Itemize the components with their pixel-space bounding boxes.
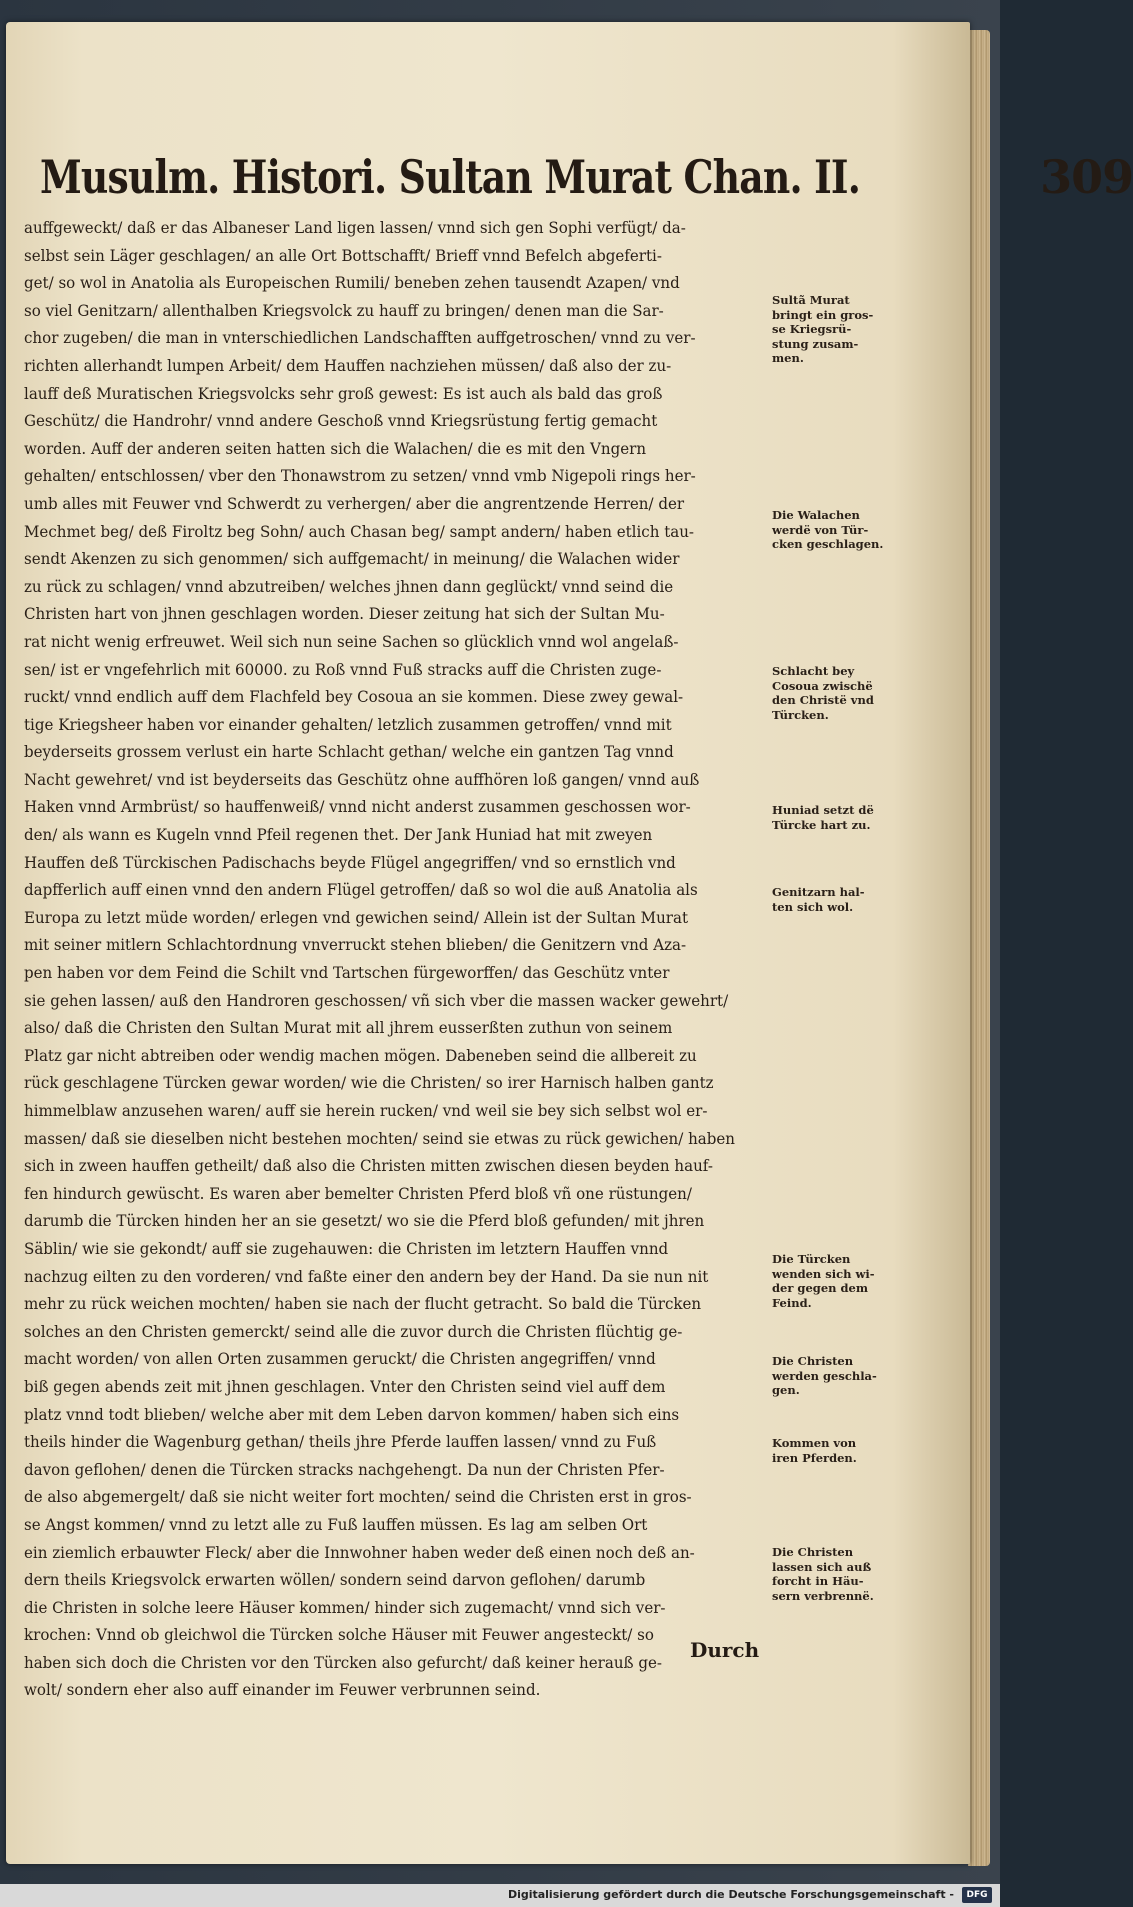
text-line: davon geflohen/ denen die Türcken stracks nachgehengt. Da nun der Christen Pfer- — [24, 1459, 665, 1479]
text-line: lauff deß Muratischen Kriegsvolcks sehr groß gewest: Es ist auch als bald das groß — [24, 383, 663, 403]
text-line: beyderseits grossem verlust ein harte Schlacht gethan/ welche ein gantzen Tag vnnd — [24, 742, 674, 762]
text-line: chor zugeben/ die man in vnterschiedlichen Landschafften auffgetroschen/ vnnd zu ver- — [24, 328, 696, 348]
margin-note-line: Schlacht bey — [772, 664, 855, 678]
text-line: ein ziemlich erbauwter Fleck/ aber die Innwohner haben weder deß einen noch deß an- — [24, 1542, 695, 1562]
margin-note-line: Sultã Murat — [772, 293, 850, 307]
margin-note-line: Genitzarn hal- — [772, 885, 865, 899]
text-line: Haken vnnd Armbrüst/ so hauffenweiß/ vnnd nicht anderst zusammen geschossen wor- — [24, 797, 691, 817]
text-line: Säblin/ wie sie gekondt/ auff sie zugehauwen: die Christen im letztern Hauffen vnnd — [24, 1238, 669, 1258]
running-header — [40, 150, 1133, 210]
margin-note — [772, 508, 904, 552]
text-line: sen/ ist er vngefehrlich mit 60000. zu Roß vnnd Fuß stracks auff die Christen zuge- — [24, 659, 662, 679]
margin-note-line: Feind. — [772, 1295, 812, 1310]
margin-note-line: Cosoua zwischë — [772, 678, 873, 693]
text-line: Europa zu letzt müde worden/ erlegen vnd gewichen seind/ Allein ist der Sultan Murat — [24, 907, 689, 927]
page-number: 309 — [1040, 150, 1133, 204]
text-line: theils hinder die Wagenburg gethan/ theils jhre Pferde lauffen lassen/ vnnd zu Fuß — [24, 1432, 657, 1452]
text-line: selbst sein Läger geschlagen/ an alle Ort Bottschafft/ Brieff vnnd Befelch abgeferti- — [24, 245, 662, 265]
margin-note-line: den Christë vnd — [772, 693, 874, 707]
footer-bar — [0, 1884, 1000, 1907]
text-line: massen/ daß sie dieselben nicht bestehen mochten/ seind sie etwas zu rück gewichen/ haben — [24, 1128, 735, 1148]
margin-note-line: der gegen dem — [772, 1281, 869, 1295]
text-line: Christen hart von jhnen geschlagen worden. Dieser zeitung hat sich der Sultan Mu- — [24, 604, 665, 624]
text-line: mit seiner mitlern Schlachtordnung vnverruckt stehen blieben/ die Genitzern vnd Aza- — [24, 935, 687, 955]
text-line: rück geschlagene Türcken gewar worden/ wie die Christen/ so irer Harnisch halben gantz — [24, 1073, 714, 1093]
text-line: haben sich doch die Christen vor den Türcken also gefurcht/ daß keiner herauß ge- — [24, 1652, 663, 1672]
text-line: so viel Genitzarn/ allenthalben Kriegsvolck zu hauff zu bringen/ denen man die Sar- — [24, 300, 664, 320]
margin-note-line: wenden sich wi- — [772, 1266, 875, 1281]
text-line: himmelblaw anzusehen waren/ auff sie herein rucken/ vnd weil sie bey sich selbst wol er- — [24, 1101, 708, 1120]
margin-note-line: Türcke hart zu. — [772, 817, 871, 832]
page-edges — [968, 30, 990, 1866]
text-line: platz vnnd todt blieben/ welche aber mit dem Leben darvon kommen/ haben sich eins — [24, 1404, 680, 1424]
text-line: worden. Auff der anderen seiten hatten sich die Walachen/ die es mit den Vngern — [24, 438, 647, 458]
text-line: darumb die Türcken hinden her an sie gesetzt/ wo sie die Pferd bloß gefunden/ mit jhren — [24, 1211, 705, 1231]
text-line: zu rück zu schlagen/ vnnd abzutreiben/ welches jhnen dann geglückt/ vnnd seind die — [24, 576, 674, 596]
text-line: ruckt/ vnnd endlich auff dem Flachfeld bey Cosoua an sie kommen. Diese zwey gewal- — [24, 687, 684, 707]
text-line: gehalten/ entschlossen/ vber den Thonawstrom zu setzen/ vnnd vmb Nigepoli rings her- — [24, 466, 696, 486]
text-line: de also abgemergelt/ daß sie nicht weiter fort mochten/ seind die Christen erst in gros- — [24, 1487, 692, 1507]
text-line: fen hindurch gewüscht. Es waren aber bemelter Christen Pferd bloß vñ one rüstungen/ — [24, 1183, 692, 1203]
margin-note — [772, 1354, 904, 1398]
catchword: Durch — [690, 1638, 760, 1662]
text-line: solches an den Christen gemerckt/ seind alle die zuvor durch die Christen flüchtig ge- — [24, 1321, 683, 1341]
margin-note-line: men. — [772, 351, 804, 365]
margin-note-line: bringt ein gros- — [772, 307, 874, 322]
text-line: se Angst kommen/ vnnd zu letzt alle zu Fuß lauffen müssen. Es lag am selben Ort — [24, 1514, 648, 1534]
text-line: biß gegen abends zeit mit jhnen geschlagen. Vnter den Christen seind viel auff dem — [24, 1376, 666, 1396]
margin-note-line: lassen sich auß — [772, 1559, 872, 1574]
text-line: Nacht gewehret/ vnd ist beyderseits das Geschütz ohne auffhören loß gangen/ vnnd auß — [24, 769, 700, 789]
text-line: Platz gar nicht abtreiben oder wendig machen mögen. Dabeneben seind die allbereit zu — [24, 1045, 697, 1065]
text-line: sie gehen lassen/ auß den Handroren geschossen/ vñ sich vber die massen wacker gewehrt/ — [24, 990, 729, 1010]
text-line: mehr zu rück weichen mochten/ haben sie nach der flucht getracht. So bald die Türcken — [24, 1294, 702, 1314]
running-title: Musulm. Histori. Sultan Murat Chan. II. — [40, 150, 861, 204]
text-line: macht worden/ von allen Orten zusammen geruckt/ die Christen angegriffen/ vnnd — [24, 1349, 656, 1369]
margin-note — [772, 885, 904, 914]
margin-note-line: Die Christen — [772, 1354, 854, 1368]
footer-credit: Digitalisierung gefördert durch die Deutsche Forschungsgemeinschaft - — [507, 1888, 954, 1901]
margin-note-line: Huniad setzt dë — [772, 803, 874, 817]
margin-note-line: werden geschla- — [772, 1368, 877, 1383]
dfg-logo: DFG — [962, 1887, 992, 1903]
margin-note-line: werdë von Tür- — [772, 522, 869, 537]
margin-note-line: Die Türcken — [772, 1252, 851, 1266]
margin-note-line: Die Christen — [772, 1545, 854, 1559]
margin-note-line: Kommen von — [772, 1436, 857, 1450]
text-line: sich in zween hauffen getheilt/ daß also die Christen mitten zwischen diesen beyden hauf- — [24, 1156, 713, 1176]
text-line: also/ daß die Christen den Sultan Murat mit all jhrem eusserßten zuthun von seinem — [24, 1018, 673, 1038]
margin-note-line: se Kriegsrü- — [772, 322, 852, 336]
margin-note — [772, 1252, 904, 1310]
margin-note — [772, 1545, 904, 1603]
margin-note — [772, 293, 904, 366]
text-line: dapfferlich auff einen vnnd den andern Flügel getroffen/ daß so wol die auß Anatolia als — [24, 880, 698, 900]
text-line: pen haben vor dem Feind die Schilt vnd Tartschen fürgeworffen/ das Geschütz vnter — [24, 963, 670, 983]
margin-note — [772, 664, 904, 722]
text-line: auffgeweckt/ daß er das Albaneser Land ligen lassen/ vnnd sich gen Sophi verfügt/ da- — [24, 218, 686, 237]
text-line: rat nicht wenig erfreuwet. Weil sich nun seine Sachen so glücklich vnnd wol angelaß- — [24, 631, 679, 651]
text-line: krochen: Vnnd ob gleichwol die Türcken solche Häuser mit Feuwer angesteckt/ so — [24, 1625, 654, 1645]
margin-note-line: stung zusam- — [772, 336, 859, 351]
text-line: wolt/ sondern eher also auff einander im Feuwer verbrunnen seind. — [24, 1680, 541, 1700]
margin-note-line: cken geschlagen. — [772, 537, 884, 551]
margin-note-line: Die Walachen — [772, 508, 860, 522]
text-line: sendt Akenzen zu sich genommen/ sich auffgemacht/ in meinung/ die Walachen wider — [24, 549, 680, 569]
text-line: umb alles mit Feuwer vnd Schwerdt zu verhergen/ aber die angrentzende Herren/ der — [24, 493, 685, 513]
margin-note — [772, 803, 904, 832]
text-line: die Christen in solche leere Häuser kommen/ hinder sich zugemacht/ vnnd sich ver- — [24, 1597, 666, 1617]
text-line: den/ als wann es Kugeln vnnd Pfeil regenen thet. Der Jank Huniad hat mit zweyen — [24, 825, 653, 845]
text-line: richten allerhandt lumpen Arbeit/ dem Hauffen nachziehen müssen/ daß also der zu- — [24, 355, 672, 375]
margin-note-line: gen. — [772, 1383, 800, 1397]
text-line: Hauffen deß Türckischen Padischachs beyde Flügel angegriffen/ vnd so ernstlich vnd — [24, 852, 676, 872]
text-line: tige Kriegsheer haben vor einander gehalten/ letzlich zusammen getroffen/ vnnd mit — [24, 714, 672, 734]
margin-note-line: Türcken. — [772, 707, 829, 722]
margin-note — [772, 1436, 904, 1465]
text-line: nachzug eilten zu den vorderen/ vnd faßte einer den andern bey der Hand. Da sie nun nit — [24, 1266, 709, 1286]
margin-note-line: sern verbrennë. — [772, 1588, 874, 1603]
text-line: dern theils Kriegsvolck erwarten wöllen/ sondern seind darvon geflohen/ darumb — [24, 1570, 646, 1590]
margin-note-line: ten sich wol. — [772, 899, 854, 914]
margin-note-line: forcht in Häu- — [772, 1574, 864, 1588]
text-line: Geschütz/ die Handrohr/ vnnd andere Geschoß vnnd Kriegsrüstung fertig gemacht — [24, 411, 658, 431]
main-text-block — [24, 214, 766, 1704]
text-line: get/ so wol in Anatolia als Europeischen Rumili/ beneben zehen tausendt Azapen/ vnd — [24, 273, 680, 293]
margin-note-line: iren Pferden. — [772, 1450, 857, 1465]
text-line: Mechmet beg/ deß Firoltz beg Sohn/ auch Chasan beg/ sampt andern/ haben etlich tau- — [24, 521, 695, 541]
